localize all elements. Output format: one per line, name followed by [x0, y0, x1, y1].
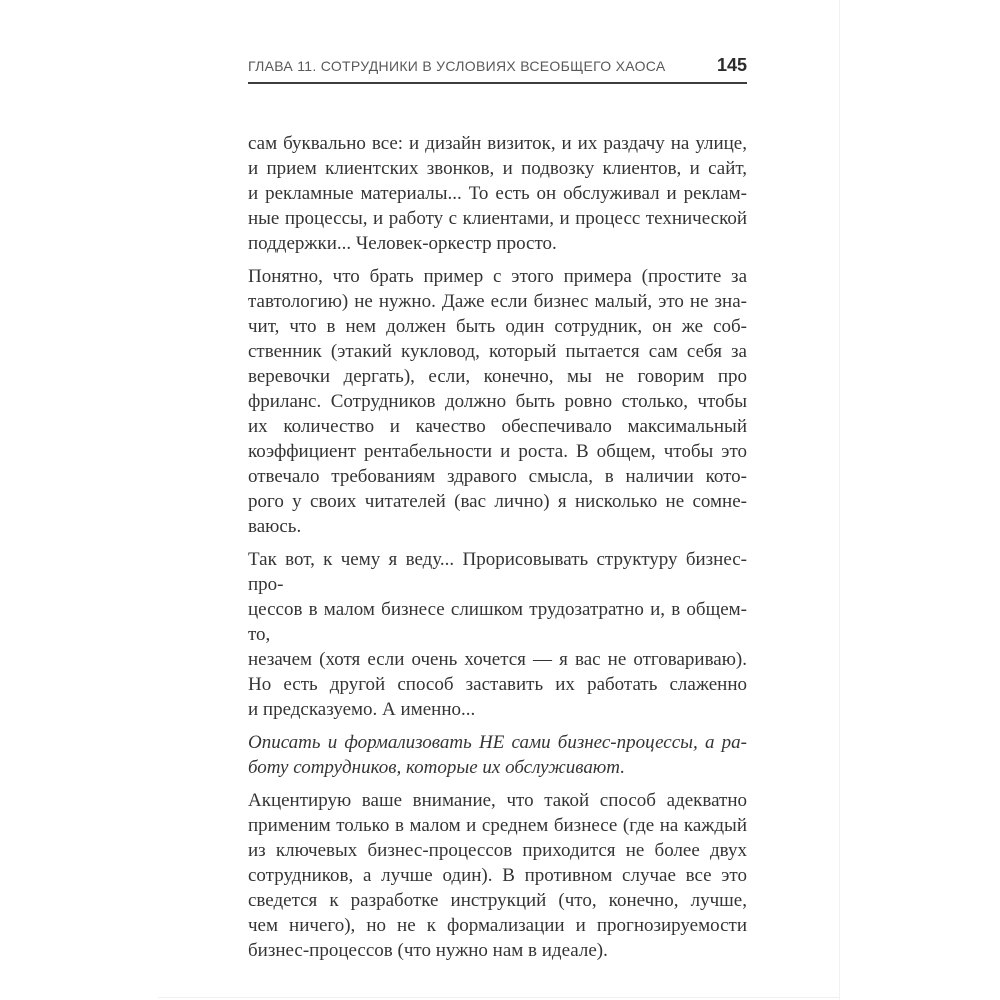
page-edge-right	[839, 0, 840, 1000]
text-line: из ключевых бизнес-процессов приходится не более двух	[248, 840, 747, 861]
header-rule	[248, 82, 747, 84]
paragraph	[248, 788, 747, 963]
text-line: ные процессы, и работу с клиентами, и процесс технической	[248, 208, 747, 229]
text-line: Описать и формализовать НЕ сами бизнес-процессы, а ра-	[248, 732, 747, 753]
text-line: чем ничего), но не к формализации и прогнозируемости	[248, 915, 747, 936]
text-line: бизнес-процессов (что нужно нам в идеале).	[248, 940, 608, 961]
paragraph	[248, 730, 747, 780]
text-line: Акцентирую ваше внимание, что такой способ адекватно	[248, 790, 747, 811]
running-head	[248, 55, 747, 77]
text-line: коэффициент рентабельности и роста. В общем, чтобы это	[248, 441, 747, 462]
body-text	[248, 131, 747, 971]
text-line: ственник (этакий кукловод, который пытается сам себя за	[248, 341, 747, 362]
paragraph	[248, 264, 747, 539]
text-line: веревочки дергать), если, конечно, мы не говорим про	[248, 366, 747, 387]
text-line: применим только в малом и среднем бизнесе (где на каждый	[248, 815, 747, 836]
text-line: ваюсь.	[248, 516, 302, 537]
text-line: рого у своих читателей (вас лично) я нисколько не сомне-	[248, 491, 747, 512]
text-line: фриланс. Сотрудников должно быть ровно столько, чтобы	[248, 391, 747, 412]
text-line: и прием клиентских звонков, и подвозку клиентов, и сайт,	[248, 158, 747, 179]
text-line: цессов в малом бизнесе слишком трудозатратно и, в общем-то,	[248, 599, 747, 645]
text-line: сотрудников, а лучше один). В противном случае все это	[248, 865, 747, 886]
text-line: тавтологию) не нужно. Даже если бизнес малый, это не зна-	[248, 291, 747, 312]
text-line: и предсказуемо. А именно...	[248, 699, 476, 720]
text-line: сведется к разработке инструкций (что, конечно, лучше,	[248, 890, 747, 911]
page-edge-bottom	[158, 997, 839, 998]
text-line: боту сотрудников, которые их обслуживают.	[248, 757, 625, 778]
text-line: Но есть другой способ заставить их работать слаженно	[248, 674, 747, 695]
text-line: отвечало требованиям здравого смысла, в наличии кото-	[248, 466, 747, 487]
paragraph	[248, 547, 747, 722]
page-number: 145	[716, 55, 747, 75]
text-line: Так вот, к чему я веду... Прорисовывать структуру бизнес-про-	[248, 549, 747, 595]
paragraph	[248, 131, 747, 256]
text-line: и рекламные материалы... То есть он обслуживал и реклам-	[248, 183, 747, 204]
text-line: незачем (хотя если очень хочется — я вас не отговариваю).	[248, 649, 747, 670]
text-line: Понятно, что брать пример с этого примера (простите за	[248, 266, 747, 287]
text-line: сам буквально все: и дизайн визиток, и их раздачу на улице,	[248, 133, 747, 154]
text-line: поддержки... Человек-оркестр просто.	[248, 233, 557, 254]
text-line: чит, что в нем должен быть один сотрудник, он же соб-	[248, 316, 747, 337]
text-line: их количество и качество обеспечивало максимальный	[248, 416, 747, 437]
chapter-title: ГЛАВА 11. СОТРУДНИКИ В УСЛОВИЯХ ВСЕОБЩЕГО ХАОСА	[248, 58, 666, 74]
